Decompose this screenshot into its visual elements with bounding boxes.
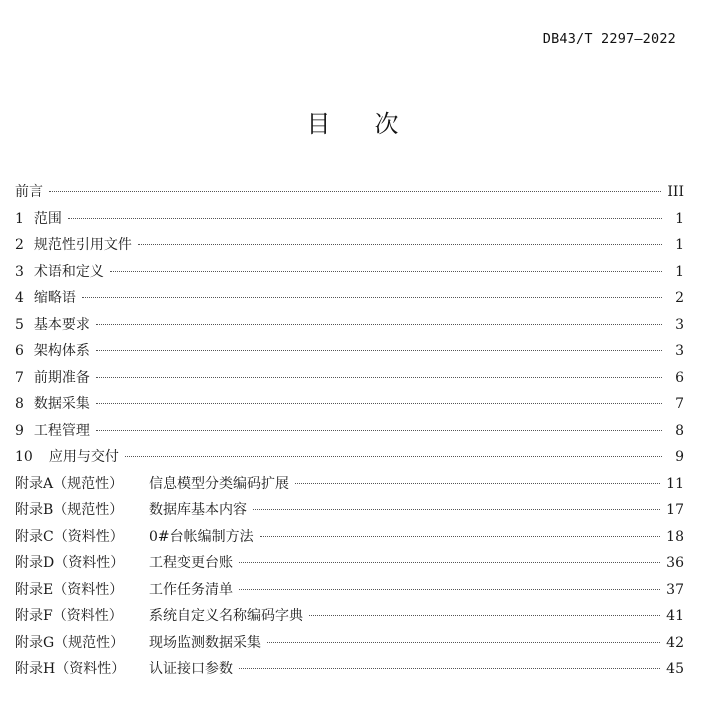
toc-entry-label: 系统自定义名称编码字典: [149, 608, 303, 624]
toc-entry-appendix[interactable]: [15, 630, 684, 657]
toc-entry-label: 范围: [33, 210, 62, 227]
toc-entry-label: 基本要求: [33, 316, 90, 333]
toc-leader: [267, 642, 660, 643]
toc-entry-label: 前期准备: [33, 369, 90, 386]
toc-section-number: 1: [15, 210, 24, 227]
toc-appendix-id: 附录D（资料性）: [15, 555, 125, 571]
toc-section-number: 10: [15, 449, 33, 465]
toc-entry-appendix[interactable]: [15, 577, 684, 604]
toc-section-number: 8: [15, 396, 24, 412]
toc-entry-section[interactable]: [15, 391, 684, 418]
toc-appendix-id: 附录C（资料性）: [15, 528, 124, 545]
toc-page-number: 36: [666, 555, 684, 571]
toc-entry-appendix[interactable]: [15, 524, 684, 551]
toc-page-number: 42: [666, 634, 684, 651]
toc-leader: [68, 218, 662, 219]
toc-entry-appendix[interactable]: [15, 471, 684, 498]
toc-entry-label: 现场监测数据采集: [149, 634, 261, 651]
toc-section-number: 6: [15, 343, 24, 359]
toc-section-number: 7: [15, 369, 24, 386]
toc-entry-section[interactable]: [15, 285, 684, 312]
toc-page-number: 45: [666, 661, 684, 677]
page-title: [0, 104, 705, 139]
toc-page-number: 7: [675, 396, 684, 412]
toc-entry-label: 信息模型分类编码扩展: [149, 475, 289, 492]
toc-leader: [96, 377, 662, 378]
toc-section-number: 3: [15, 263, 24, 280]
toc-entry-section[interactable]: [15, 418, 684, 445]
document-code: DB43/T 2297—2022: [542, 31, 676, 47]
toc-entry-label: 数据采集: [33, 396, 90, 412]
toc-entry-label: 工程变更台账: [149, 555, 233, 571]
toc-section-number: 2: [15, 237, 24, 253]
toc-page-number: 6: [675, 369, 684, 386]
toc-leader: [96, 350, 662, 351]
toc-page-number: 1: [675, 237, 684, 253]
toc-section-number: 5: [15, 316, 24, 333]
toc-appendix-id: 附录E（资料性）: [15, 581, 124, 598]
toc-entry-appendix[interactable]: [15, 603, 684, 630]
toc-page-number: 1: [675, 263, 684, 280]
toc-appendix-id: 附录H（资料性）: [15, 661, 126, 677]
toc-page-number: 8: [675, 422, 684, 439]
toc-page-number: 41: [666, 608, 684, 624]
toc-page-number: 3: [675, 343, 684, 359]
toc-leader: [253, 509, 660, 510]
toc-entry-label: 缩略语: [33, 290, 76, 306]
toc-appendix-id: 附录G（规范性）: [15, 634, 125, 651]
toc-entry-appendix[interactable]: [15, 497, 684, 524]
toc-entry-label: 数据库基本内容: [149, 502, 247, 518]
toc-entry-preface[interactable]: [15, 179, 684, 206]
toc-page-number: 2: [675, 290, 684, 306]
toc-leader: [295, 483, 660, 484]
toc-entry-label: 规范性引用文件: [33, 237, 132, 253]
toc-entry-label: 工作任务清单: [149, 581, 233, 598]
toc-entry-label: 术语和定义: [33, 263, 104, 280]
title-char-2: 次: [374, 110, 399, 138]
toc-leader: [96, 403, 662, 404]
toc-leader: [239, 668, 660, 669]
toc-entry-section[interactable]: [15, 338, 684, 365]
toc-section-number: 9: [15, 422, 24, 439]
toc-page-number: 11: [666, 475, 684, 492]
toc-entry-label: 前言: [15, 184, 43, 200]
toc-page-number: 37: [666, 581, 684, 598]
toc-section-number: 4: [15, 290, 24, 306]
toc-leader: [260, 536, 661, 537]
toc-leader: [138, 244, 662, 245]
toc-appendix-id: 附录B（规范性）: [15, 502, 124, 518]
toc-entry-appendix[interactable]: [15, 656, 684, 683]
toc-leader: [239, 562, 660, 563]
toc-leader: [49, 191, 661, 192]
toc-entry-label: 认证接口参数: [149, 661, 233, 677]
toc-appendix-id: 附录A（规范性）: [15, 475, 124, 492]
toc-entry-section[interactable]: [15, 259, 684, 286]
toc-appendix-id: 附录F（资料性）: [15, 608, 123, 624]
toc-page-number: 1: [675, 210, 684, 227]
toc-leader: [82, 297, 662, 298]
toc-entry-section[interactable]: [15, 206, 684, 233]
toc-page-number: 18: [666, 528, 684, 545]
toc-entry-label: 0#台帐编制方法: [149, 528, 254, 545]
toc-page-number: 3: [675, 316, 684, 333]
toc-page-number: III: [667, 184, 684, 200]
toc-leader: [96, 324, 662, 325]
toc-entry-section[interactable]: [15, 232, 684, 259]
title-char-1: 目: [306, 110, 331, 138]
toc-entry-section[interactable]: [15, 444, 684, 471]
toc-entry-section[interactable]: [15, 365, 684, 392]
toc-entry-section[interactable]: [15, 312, 684, 339]
toc-leader: [239, 589, 660, 590]
toc-entry-label: 应用与交付: [48, 449, 119, 465]
toc-leader: [96, 430, 662, 431]
toc-leader: [125, 456, 662, 457]
toc-page-number: 9: [675, 449, 684, 465]
toc-leader: [309, 615, 660, 616]
table-of-contents: [15, 179, 684, 683]
toc-page-number: 17: [666, 502, 684, 518]
toc-leader: [110, 271, 662, 272]
toc-entry-label: 架构体系: [33, 343, 90, 359]
toc-entry-appendix[interactable]: [15, 550, 684, 577]
toc-entry-label: 工程管理: [33, 422, 90, 439]
